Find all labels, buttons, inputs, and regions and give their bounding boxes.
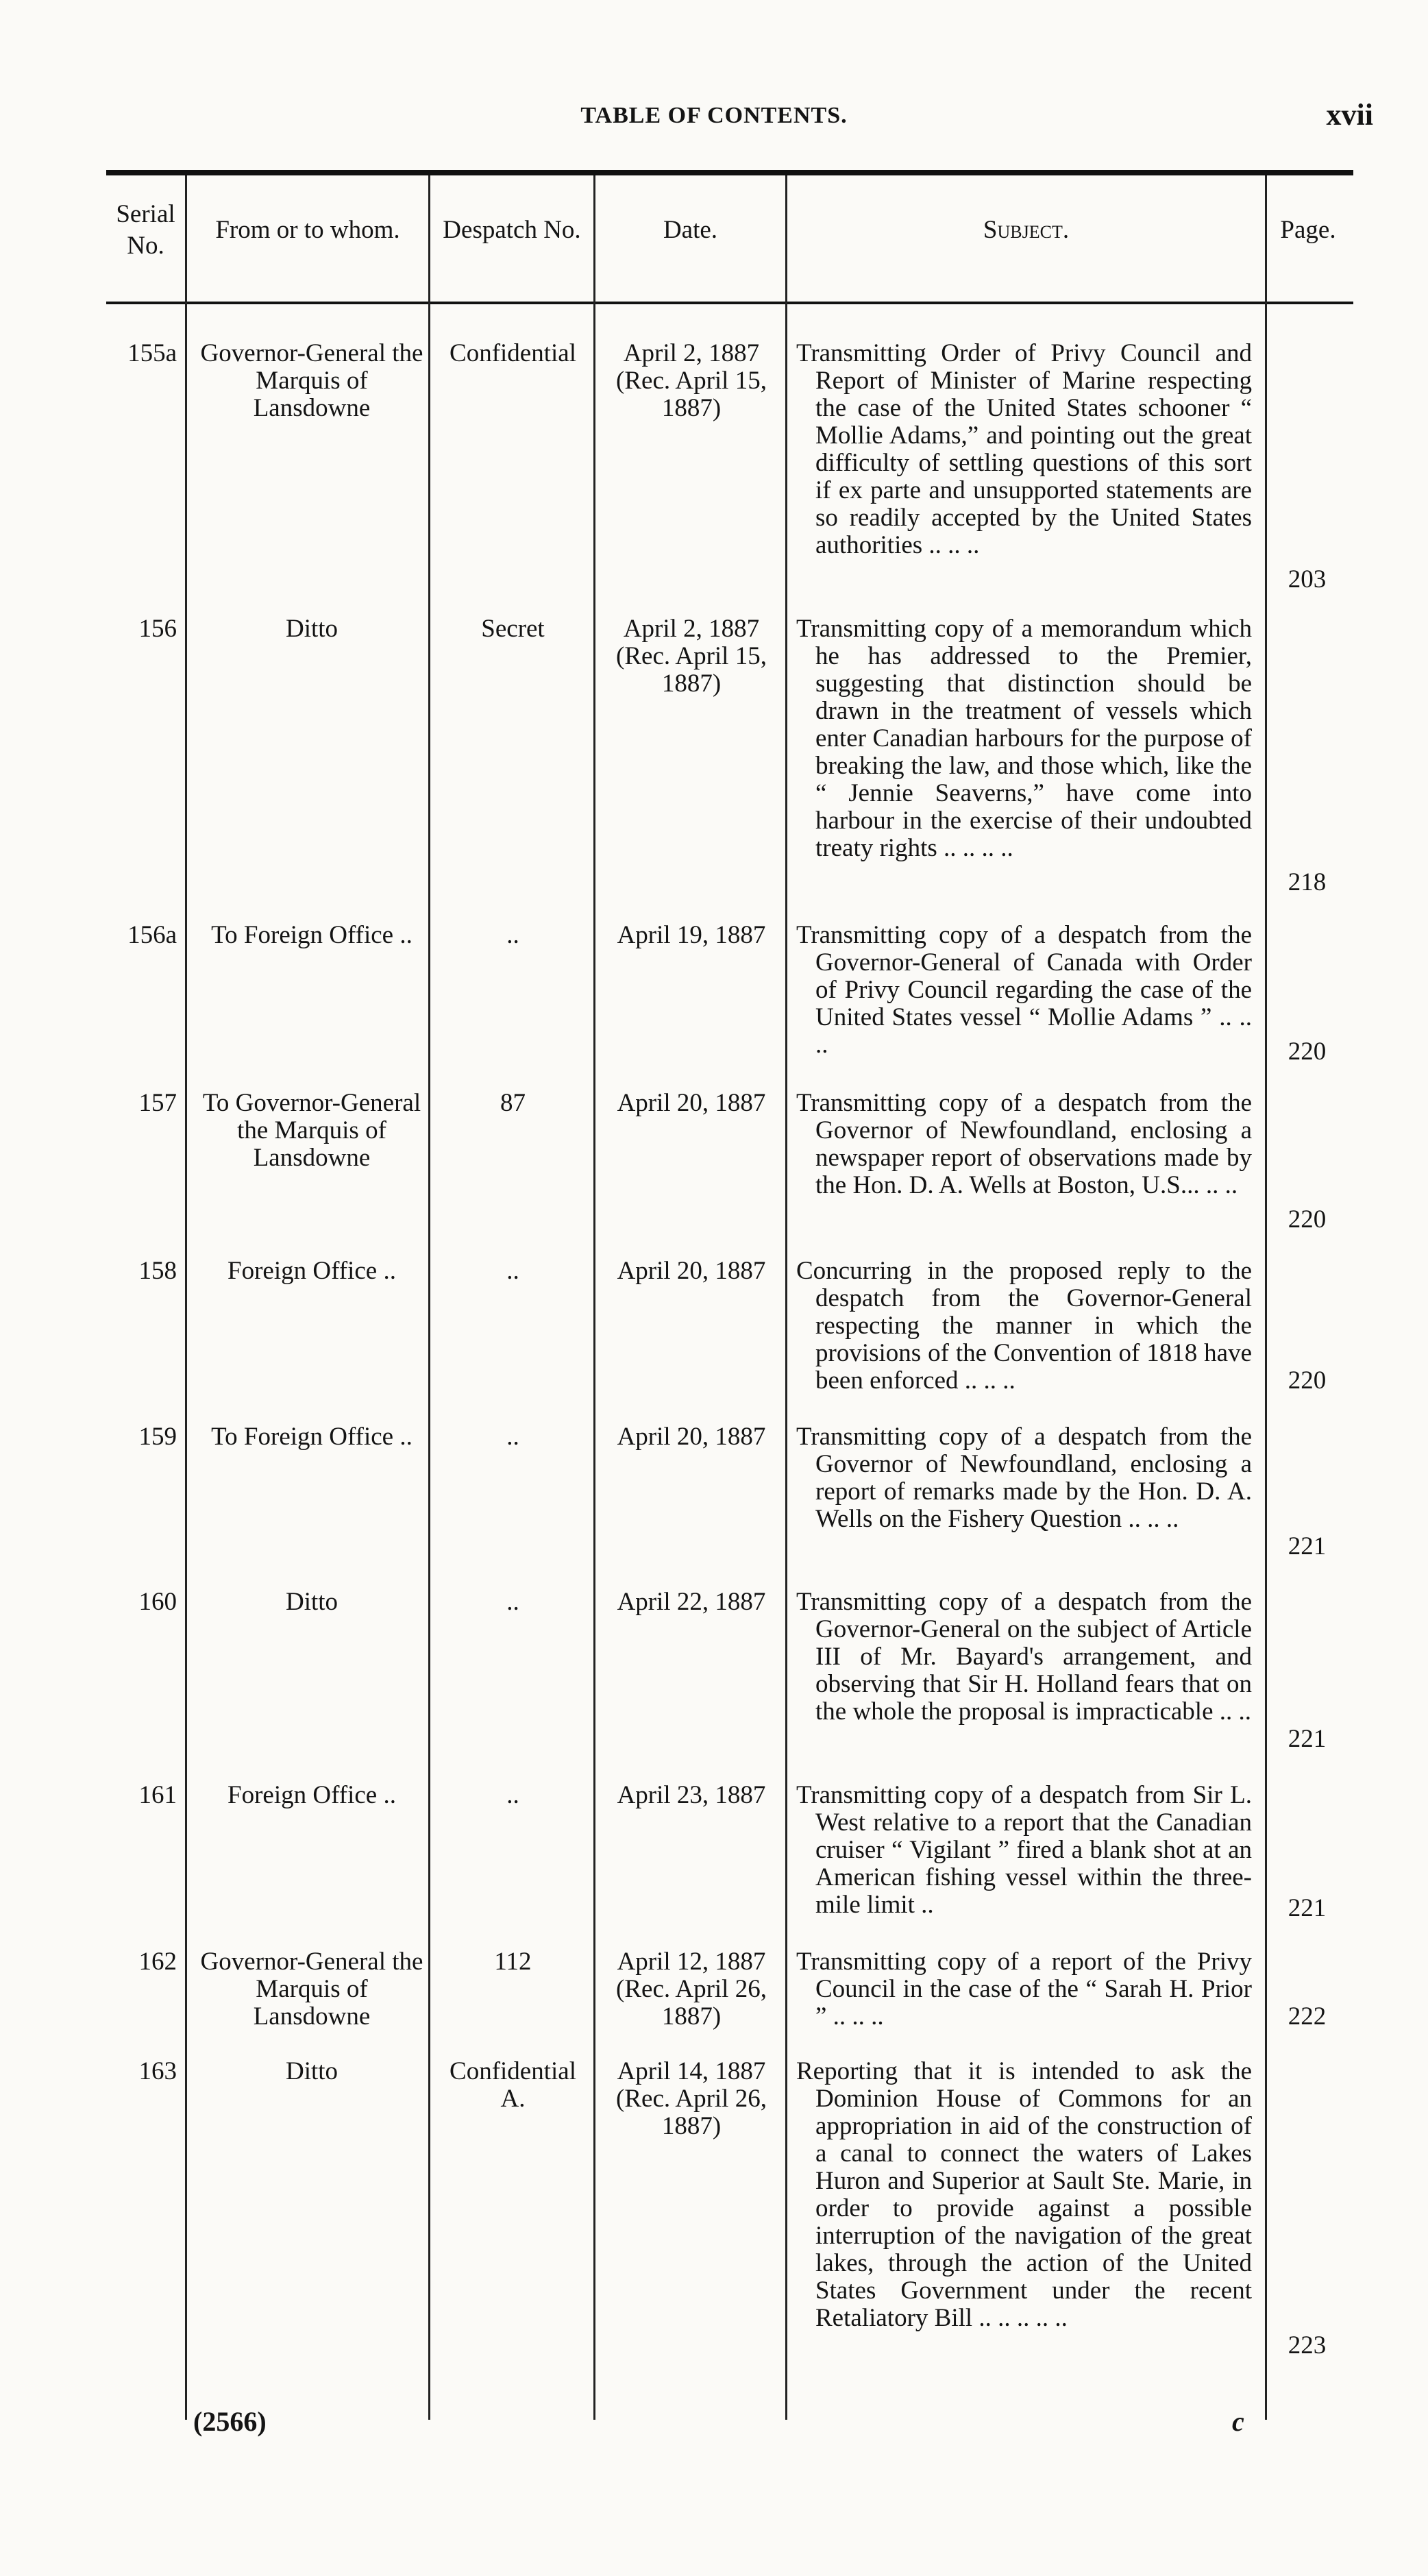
header-rule [106, 302, 1353, 304]
column-header-from: From or to whom. [215, 216, 400, 244]
despatch-number: .. [506, 1257, 519, 1285]
column-header-despatch: Despatch No. [443, 216, 581, 244]
date: April 19, 1887 [617, 921, 766, 949]
correspondent: Ditto [285, 2057, 338, 2085]
date: April 23, 1887 [617, 1781, 766, 1809]
despatch-number: 112 [494, 1948, 532, 1976]
column-header-serial: Serial No. [116, 200, 175, 260]
footer-signature-mark: c [1232, 2406, 1244, 2437]
despatch-number: .. [506, 1781, 519, 1809]
date: April 20, 1887 [617, 1257, 766, 1285]
page-number: 218 [1288, 868, 1327, 896]
date: April 22, 1887 [617, 1588, 766, 1616]
despatch-number: .. [506, 1423, 519, 1451]
serial-number: 157 [138, 1089, 177, 1117]
serial-number: 159 [138, 1423, 177, 1451]
date: April 2, 1887 (Rec. April 15, 1887) [616, 339, 767, 422]
subject: Transmitting copy of a despatch from the Governor of Newfoundland, enclosing a newspaper report of observations made by the Hon. D. A. Wells at Boston, U.S... .. .. [796, 1089, 1252, 1199]
subject: Transmitting Order of Privy Council and Report of Minister of Marine respecting the case of the United States schooner “ Mollie Adams,” and pointing out the great difficulty of settling questions of this sort if ex parte and unsupported statements are so readily accepted by the United States authorities .. .. .. [796, 339, 1252, 559]
subject: Transmitting copy of a despatch from the Governor-General on the subject of Article III of Mr. Bayard's arrangement, and observing that Sir H. Holland fears that on the whole the proposal is impracticable .. .. [796, 1588, 1252, 1726]
page-number: 223 [1288, 2331, 1327, 2359]
page-number: 222 [1288, 2002, 1327, 2031]
serial-number: 160 [138, 1588, 177, 1616]
subject: Transmitting copy of a despatch from the Governor of Newfoundland, enclosing a report of remarks made by the Hon. D. A. Wells on the Fishery Question .. .. .. [796, 1423, 1252, 1533]
date: April 14, 1887 (Rec. April 26, 1887) [616, 2057, 767, 2140]
correspondent: Governor-General the Marquis of Lansdowne [200, 1948, 423, 2031]
despatch-number: Secret [481, 615, 545, 643]
serial-number: 155a [127, 339, 177, 367]
serial-number: 156 [138, 615, 177, 643]
column-header-subject: Subject. [983, 216, 1070, 244]
date: April 12, 1887 (Rec. April 26, 1887) [616, 1948, 767, 2031]
page-number: 221 [1288, 1894, 1327, 1922]
subject: Transmitting copy of a memorandum which he has addressed to the Premier, suggesting that distinction should be drawn in the treatment of vessels which enter Canadian harbours for the purpose of breaking the law, and those which, like the “ Jennie Seaverns,” have come into harbour in the exercise of their undoubted treaty rights .. .. .. .. [796, 615, 1252, 862]
correspondent: To Foreign Office .. [211, 921, 413, 949]
date: April 20, 1887 [617, 1423, 766, 1451]
despatch-number: 87 [500, 1089, 526, 1117]
correspondent: Governor-General the Marquis of Lansdowne [200, 339, 423, 422]
column-divider [785, 175, 787, 2420]
date: April 2, 1887 (Rec. April 15, 1887) [616, 615, 767, 698]
correspondent: Ditto [285, 615, 338, 643]
running-header-title: TABLE OF CONTENTS. [580, 103, 848, 128]
subject: Concurring in the proposed reply to the despatch from the Governor-General respecting the manner in which the provisions of the Convention of 1818 have been enforced .. .. .. [796, 1257, 1252, 1395]
despatch-number: Confidential [450, 339, 576, 367]
subject: Reporting that it is intended to ask the Dominion House of Commons for an appropriation in aid of the construction of a canal to connect the waters of Lakes Huron and Superior at Sault Ste. Marie, in order to provide against a possible interruption of the navigation of the great lakes, through the action of the United States Government under the recent Retaliatory Bill .. .. .. .. .. [796, 2057, 1252, 2332]
subject: Transmitting copy of a despatch from the Governor-General of Canada with Order of Privy Council regarding the case of the United States vessel “ Mollie Adams ” .. .. .. [796, 921, 1252, 1059]
page-numeral: xvii [1326, 98, 1373, 132]
correspondent: To Governor-General the Marquis of Lansdowne [202, 1089, 421, 1172]
correspondent: Foreign Office .. [227, 1257, 396, 1285]
serial-number: 162 [138, 1948, 177, 1976]
serial-number: 158 [138, 1257, 177, 1285]
page-number: 220 [1288, 1205, 1327, 1234]
despatch-number: .. [506, 1588, 519, 1616]
page-number: 221 [1288, 1532, 1327, 1560]
column-divider [1265, 175, 1267, 2420]
column-divider [185, 175, 187, 2420]
correspondent: Foreign Office .. [227, 1781, 396, 1809]
top-rule [106, 170, 1353, 175]
subject: Transmitting copy of a report of the Privy Council in the case of the “ Sarah H. Prior ” .. .. .. [796, 1948, 1252, 2031]
page-number: 220 [1288, 1366, 1327, 1395]
serial-number: 163 [138, 2057, 177, 2085]
correspondent: Ditto [285, 1588, 338, 1616]
column-header-page: Page. [1280, 216, 1336, 244]
footer-printer-code: (2566) [193, 2406, 267, 2437]
despatch-number: .. [506, 921, 519, 949]
subject: Transmitting copy of a despatch from Sir L. West relative to a report that the Canadian cruiser “ Vigilant ” fired a blank shot at an American fishing vessel within the three-mile limit .. [796, 1781, 1252, 1919]
column-divider [428, 175, 430, 2420]
page-number: 203 [1288, 565, 1327, 593]
despatch-number: Confidential A. [450, 2057, 576, 2113]
page-number: 221 [1288, 1725, 1327, 1753]
serial-number: 161 [138, 1781, 177, 1809]
page-number: 220 [1288, 1038, 1327, 1066]
column-header-date: Date. [663, 216, 718, 244]
serial-number: 156a [127, 921, 177, 949]
column-divider [593, 175, 595, 2420]
date: April 20, 1887 [617, 1089, 766, 1117]
correspondent: To Foreign Office .. [211, 1423, 413, 1451]
